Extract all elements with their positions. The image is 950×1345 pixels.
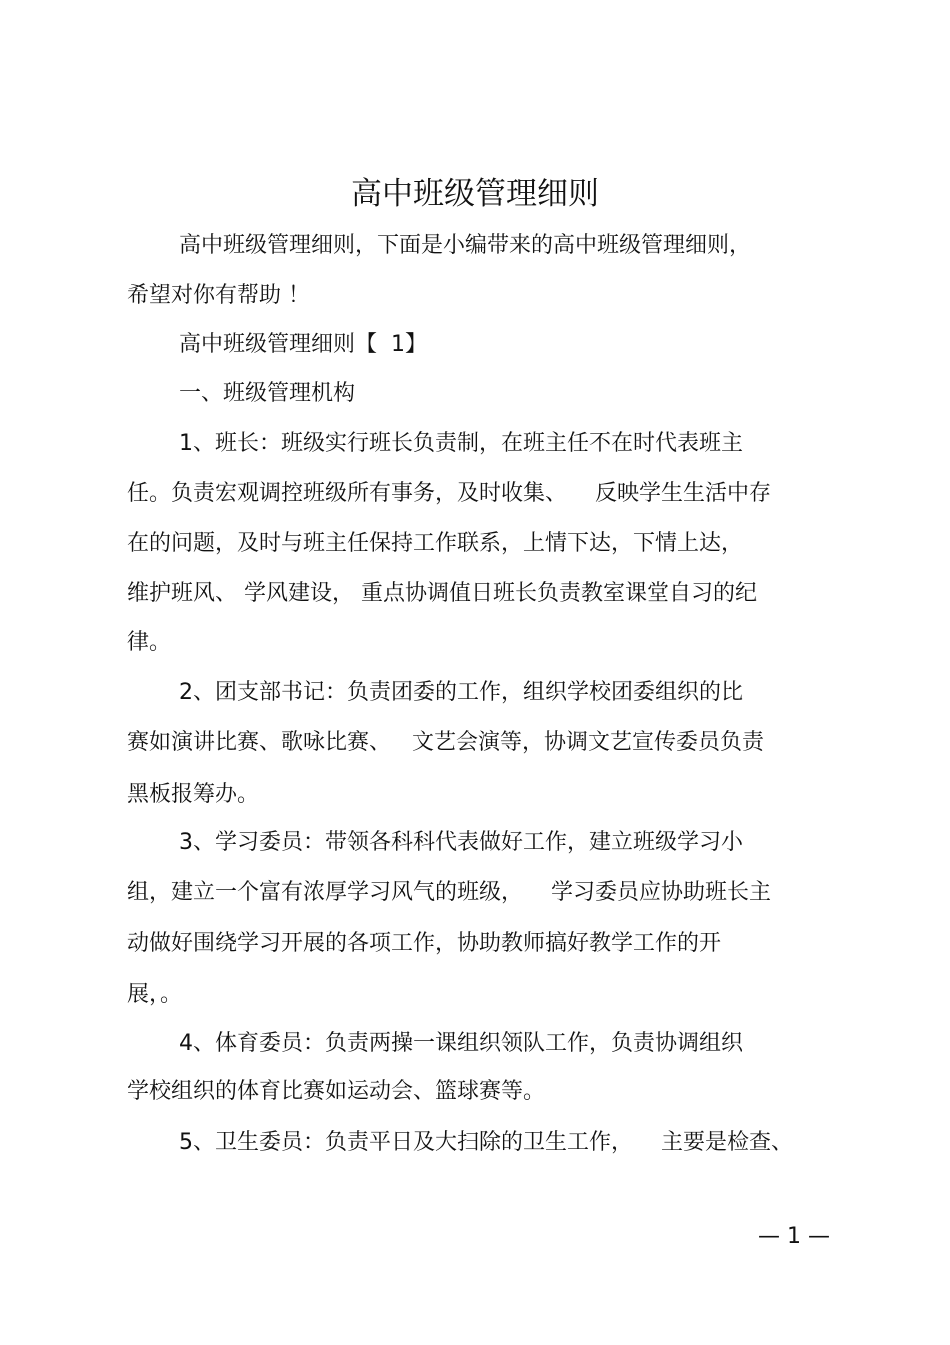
body-line-6: 任。负责宏观调控班级所有事务，及时收集、 反映学生生活中存 [127, 481, 771, 506]
body-line-18: 学校组织的体育比赛如运动会、篮球赛等。 [127, 1079, 546, 1104]
body-line-7: 在的问题，及时与班主任保持工作联系，上情下达，下情上达， [127, 531, 744, 556]
body-line-11: 赛如演讲比赛、歌咏比赛、 文艺会演等，协调文艺宣传委员负责 [127, 730, 764, 755]
body-line-8: 维护班风、 学风建设， 重点协调值日班长负责教室课堂自习的纪 [127, 581, 757, 606]
body-line-19: 5、卫生委员：负责平日及大扫除的卫生工作， 主要是检查、 [179, 1130, 793, 1155]
body-line-1: 高中班级管理细则，下面是小编带来的高中班级管理细则， [179, 233, 752, 258]
body-line-9: 律。 [127, 630, 172, 655]
body-line-16: 展，。 [127, 982, 183, 1007]
body-line-12: 黑板报筹办。 [127, 782, 260, 807]
body-line-13: 3、学习委员：带领各科科代表做好工作，建立班级学习小 [179, 830, 743, 855]
section-heading-1: 高中班级管理细则【 1】 [179, 332, 427, 357]
body-line-15: 动做好围绕学习开展的各项工作，协助教师搞好教学工作的开 [127, 931, 722, 956]
body-line-17: 4、体育委员：负责两操一课组织领队工作，负责协调组织 [179, 1031, 743, 1056]
document-title: 高中班级管理细则 [351, 176, 599, 212]
section-subheading: 一、班级管理机构 [179, 381, 356, 406]
page-number: — 1 — [758, 1224, 830, 1249]
body-line-14: 组，建立一个富有浓厚学习风气的班级， 学习委员应协助班长主 [127, 880, 771, 905]
body-line-5: 1、班长：班级实行班长负责制，在班主任不在时代表班主 [179, 431, 743, 456]
body-line-10: 2、团支部书记：负责团委的工作，组织学校团委组织的比 [179, 680, 743, 705]
body-line-2: 希望对你有帮助 ！ [127, 283, 310, 308]
